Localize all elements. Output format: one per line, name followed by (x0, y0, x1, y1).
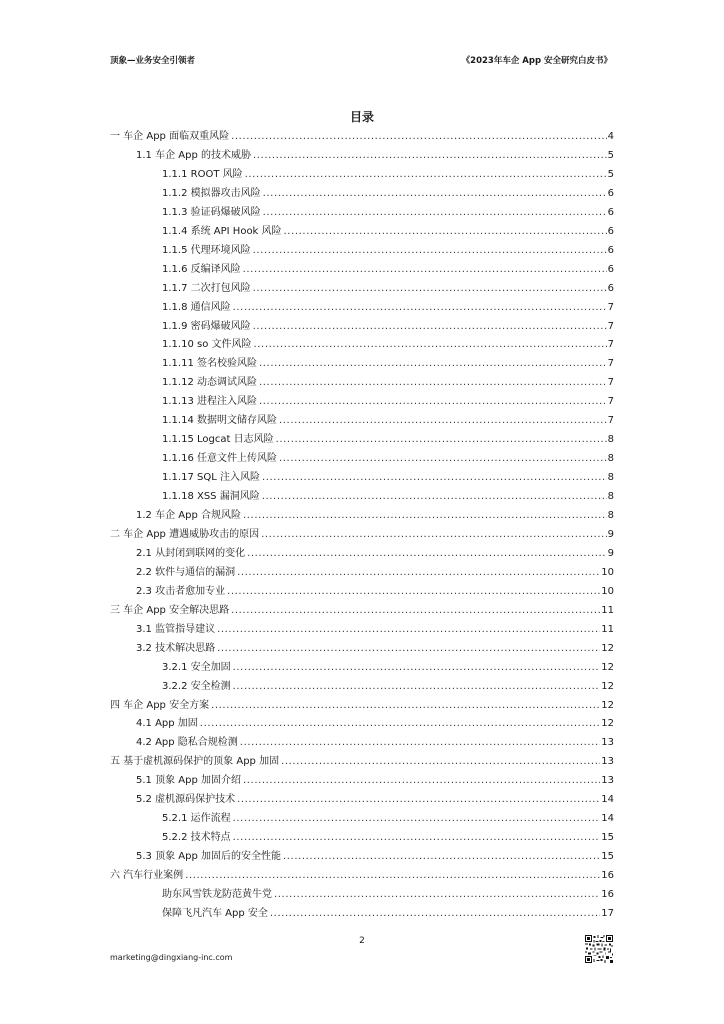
toc-dot-leader (231, 128, 607, 145)
toc-entry[interactable] (136, 564, 614, 581)
toc-entry-page: 14 (601, 794, 614, 806)
toc-entry-title: 1.1.17 SQL 注入风险 (162, 472, 260, 484)
toc-entry[interactable] (162, 166, 614, 183)
toc-entry-page: 6 (607, 187, 614, 199)
toc-entry-title: 3.1 监管指导建议 (136, 623, 216, 635)
toc-entry[interactable] (162, 336, 614, 353)
toc-entry-title: 1.1.10 so 文件风险 (162, 339, 252, 351)
toc-dot-leader (253, 147, 607, 164)
toc-entry[interactable] (136, 640, 614, 657)
toc-title: 目录 (349, 110, 374, 124)
footer-email[interactable]: marketing@dingxiang-inc.com (110, 953, 233, 962)
toc-entry-page: 11 (601, 604, 614, 616)
toc-entry-page: 6 (607, 206, 614, 218)
toc-entry[interactable] (162, 905, 614, 922)
toc-dot-leader (263, 185, 607, 202)
toc-entry-page: 16 (601, 889, 614, 900)
toc-dot-leader (263, 204, 607, 221)
toc-entry-page: 7 (607, 320, 614, 332)
toc-entry-page: 15 (601, 851, 614, 863)
toc-entry-title: 3.2 技术解决思路 (136, 642, 216, 654)
toc-entry-page: 7 (607, 358, 614, 370)
toc-entry[interactable] (162, 280, 614, 297)
toc-dot-leader (237, 791, 600, 808)
toc-entry-title: 1.1 车企 App 的技术威胁 (136, 149, 251, 161)
toc-entry-title: 五 基于虚机源码保护的顶象 App 加固 (110, 756, 280, 768)
toc-dot-leader (281, 753, 600, 770)
toc-entry[interactable] (110, 128, 614, 145)
toc-entry-page: 8 (607, 472, 614, 484)
toc-entry[interactable] (162, 431, 614, 448)
toc-dot-leader (233, 810, 601, 827)
toc-entry-page: 14 (601, 813, 614, 825)
toc-entry-title: 3.2.2 安全检测 (162, 680, 231, 692)
toc-entry-title: 1.1.6 反编译风险 (162, 263, 241, 275)
toc-dot-leader (279, 412, 607, 429)
toc-entry-page: 9 (607, 547, 614, 559)
toc-dot-leader (200, 715, 600, 732)
toc-entry-title: 5.2.2 技术特点 (162, 832, 231, 844)
toc-entry[interactable] (162, 678, 614, 695)
toc-entry[interactable] (162, 488, 614, 505)
toc-entry-page: 5 (607, 149, 614, 161)
toc-entry[interactable] (162, 374, 614, 391)
toc-entry-title: 3.2.1 安全加固 (162, 661, 231, 673)
page-number: 2 (359, 936, 365, 946)
toc-entry-page: 12 (601, 642, 614, 654)
toc-dot-leader (261, 526, 607, 543)
toc-dot-leader (254, 336, 607, 353)
toc-entry-title: 1.1.13 进程注入风险 (162, 396, 257, 408)
toc-dot-leader (283, 848, 600, 865)
toc-entry-title: 一 车企 App 面临双重风险 (110, 131, 230, 142)
toc-dot-leader (262, 488, 607, 505)
toc-entry[interactable] (110, 526, 614, 543)
toc-dot-leader (262, 469, 607, 486)
toc-dot-leader (270, 905, 600, 922)
toc-entry-title: 1.1.8 通信风险 (162, 301, 231, 313)
toc-entry-page: 13 (601, 737, 614, 749)
toc-entry[interactable] (110, 867, 614, 884)
toc-entry-page: 11 (601, 623, 614, 635)
toc-entry-title: 2.2 软件与通信的漏洞 (136, 566, 236, 578)
toc-entry-title: 1.1.16 任意文件上传风险 (162, 453, 277, 465)
toc-dot-leader (247, 545, 607, 562)
toc-entry-page: 6 (607, 263, 614, 275)
toc-entry-title: 四 车企 App 安全方案 (110, 699, 210, 711)
toc-entry-title: 1.1.18 XSS 漏洞风险 (162, 491, 260, 503)
toc-entry[interactable] (162, 261, 614, 278)
toc-entry-title: 1.1.2 模拟器攻击风险 (162, 187, 261, 199)
toc-entry-page: 10 (601, 566, 614, 578)
toc-entry[interactable] (162, 242, 614, 259)
toc-entry-title: 1.2 车企 App 合规风险 (136, 510, 241, 521)
toc-entry-page: 7 (607, 301, 614, 313)
header-right-title: 《2023年车企 App 安全研究白皮书》 (461, 56, 612, 66)
toc-entry[interactable] (162, 185, 614, 202)
toc-entry-page: 5 (607, 168, 614, 180)
toc-entry-title: 4.2 App 隐私合规检测 (136, 737, 238, 749)
toc-entry-page: 8 (607, 491, 614, 503)
toc-entry-title: 1.1.15 Logcat 日志风险 (162, 434, 274, 446)
toc-entry[interactable] (136, 507, 614, 524)
toc-entry-page: 12 (601, 699, 614, 711)
toc-entry-title: 1.1.7 二次打包风险 (162, 282, 251, 294)
toc-entry[interactable] (162, 469, 614, 486)
toc-dot-leader (217, 621, 600, 638)
toc-dot-leader (259, 393, 607, 410)
toc-entry[interactable] (162, 393, 614, 410)
toc-entry-title: 5.1 顶象 App 加固介绍 (136, 775, 241, 787)
toc-entry[interactable] (162, 412, 614, 429)
toc-entry-page: 15 (601, 832, 614, 844)
toc-dot-leader (253, 242, 607, 259)
toc-entry[interactable] (136, 147, 614, 164)
toc-entry-page: 6 (607, 225, 614, 237)
toc-dot-leader (274, 886, 600, 903)
toc-entry[interactable] (110, 602, 614, 619)
toc-entry-title: 1.1.4 系统 API Hook 风险 (162, 225, 282, 237)
toc-entry-title: 2.1 从封闭到联网的变化 (136, 547, 246, 559)
toc-entry[interactable] (162, 450, 614, 467)
toc-entry-page: 7 (607, 396, 614, 408)
toc-entry-page: 13 (601, 756, 614, 768)
toc-entry-title: 六 汽车行业案例 (110, 870, 184, 882)
toc-entry-title: 二 车企 App 遭遇威胁攻击的原因 (110, 528, 260, 540)
toc-dot-leader (211, 697, 600, 714)
toc-dot-leader (253, 318, 607, 335)
toc-dot-leader (243, 507, 607, 524)
toc-entry-title: 5.3 顶象 App 加固后的安全性能 (136, 851, 281, 863)
toc-entry[interactable] (136, 772, 614, 789)
toc-dot-leader (237, 564, 600, 581)
toc-dot-leader (233, 659, 601, 676)
toc-entry[interactable] (136, 791, 614, 808)
toc-entry-page: 10 (601, 585, 614, 597)
toc-entry[interactable] (136, 545, 614, 562)
toc-entry[interactable] (162, 299, 614, 316)
toc-entry-title: 5.2 虚机源码保护技术 (136, 794, 236, 806)
toc-entry-title: 1.1.14 数据明文储存风险 (162, 415, 277, 427)
toc-dot-leader (243, 772, 600, 789)
toc-dot-leader (233, 299, 607, 316)
toc-dot-leader (231, 602, 600, 619)
toc-dot-leader (259, 374, 607, 391)
toc-entry[interactable] (110, 697, 614, 714)
toc-entry[interactable] (110, 753, 614, 770)
toc-entry-title: 1.1.11 签名校验风险 (162, 358, 257, 370)
toc-entry-page: 6 (607, 282, 614, 294)
toc-entry-title: 1.1.5 代理环境风险 (162, 244, 251, 256)
toc-entry[interactable] (162, 829, 614, 846)
toc-entry-page: 7 (607, 415, 614, 427)
toc-entry-title: 1.1.1 ROOT 风险 (162, 168, 243, 180)
toc-entry-title: 1.1.9 密码爆破风险 (162, 320, 251, 332)
qr-code-icon (585, 935, 613, 963)
toc-entry[interactable] (136, 848, 614, 865)
toc-entry-page: 16 (601, 870, 614, 882)
toc-entry[interactable] (162, 204, 614, 221)
toc-entry-title: 助东风雪铁龙防范黄牛党 (162, 889, 272, 900)
toc-entry-page: 12 (601, 661, 614, 673)
toc-dot-leader (284, 223, 607, 240)
toc-entry[interactable] (162, 318, 614, 335)
toc-dot-leader (253, 280, 607, 297)
toc-entry[interactable] (162, 355, 614, 372)
toc-dot-leader (240, 734, 600, 751)
toc-dot-leader (217, 640, 600, 657)
toc-entry-page: 12 (601, 718, 614, 730)
toc-entry-page: 12 (601, 680, 614, 692)
toc-entry-title: 2.3 攻击者愈加专业 (136, 585, 226, 597)
toc-entry-page: 7 (607, 377, 614, 389)
toc-entry-page: 13 (601, 775, 614, 787)
toc-dot-leader (185, 867, 600, 884)
toc-entry[interactable] (162, 886, 614, 903)
toc-entry-page: 7 (607, 339, 614, 351)
toc-entry[interactable] (162, 659, 614, 676)
toc-entry[interactable] (136, 734, 614, 751)
toc-entry-page: 9 (607, 528, 614, 540)
toc-entry[interactable] (136, 715, 614, 732)
toc-dot-leader (279, 450, 607, 467)
toc-entry[interactable] (162, 810, 614, 827)
toc-dot-leader (243, 261, 607, 278)
toc-dot-leader (259, 355, 607, 372)
toc-entry[interactable] (136, 583, 614, 600)
toc-entry-title: 4.1 App 加固 (136, 718, 198, 730)
toc-entry-title: 1.1.3 验证码爆破风险 (162, 206, 261, 218)
toc-entry-title: 三 车企 App 安全解决思路 (110, 604, 230, 616)
toc-entry-page: 4 (607, 131, 614, 142)
header-left-title: 顶象—业务安全引领者 (110, 56, 196, 66)
toc-dot-leader (227, 583, 600, 600)
toc-dot-leader (233, 829, 601, 846)
toc-entry-title: 保障飞凡汽车 App 安全 (162, 907, 268, 919)
toc-entry[interactable] (162, 223, 614, 240)
toc-entry-title: 1.1.12 动态调试风险 (162, 377, 257, 389)
toc-entry-page: 8 (607, 434, 614, 446)
toc-entry-page: 8 (607, 453, 614, 465)
toc-entry-page: 17 (601, 907, 614, 919)
toc-entry-title: 5.2.1 运作流程 (162, 813, 231, 825)
toc-dot-leader (276, 431, 607, 448)
toc-dot-leader (233, 678, 601, 695)
toc-entry[interactable] (136, 621, 614, 638)
toc-entry-page: 8 (607, 510, 614, 521)
toc-dot-leader (245, 166, 607, 183)
toc-entry-page: 6 (607, 244, 614, 256)
